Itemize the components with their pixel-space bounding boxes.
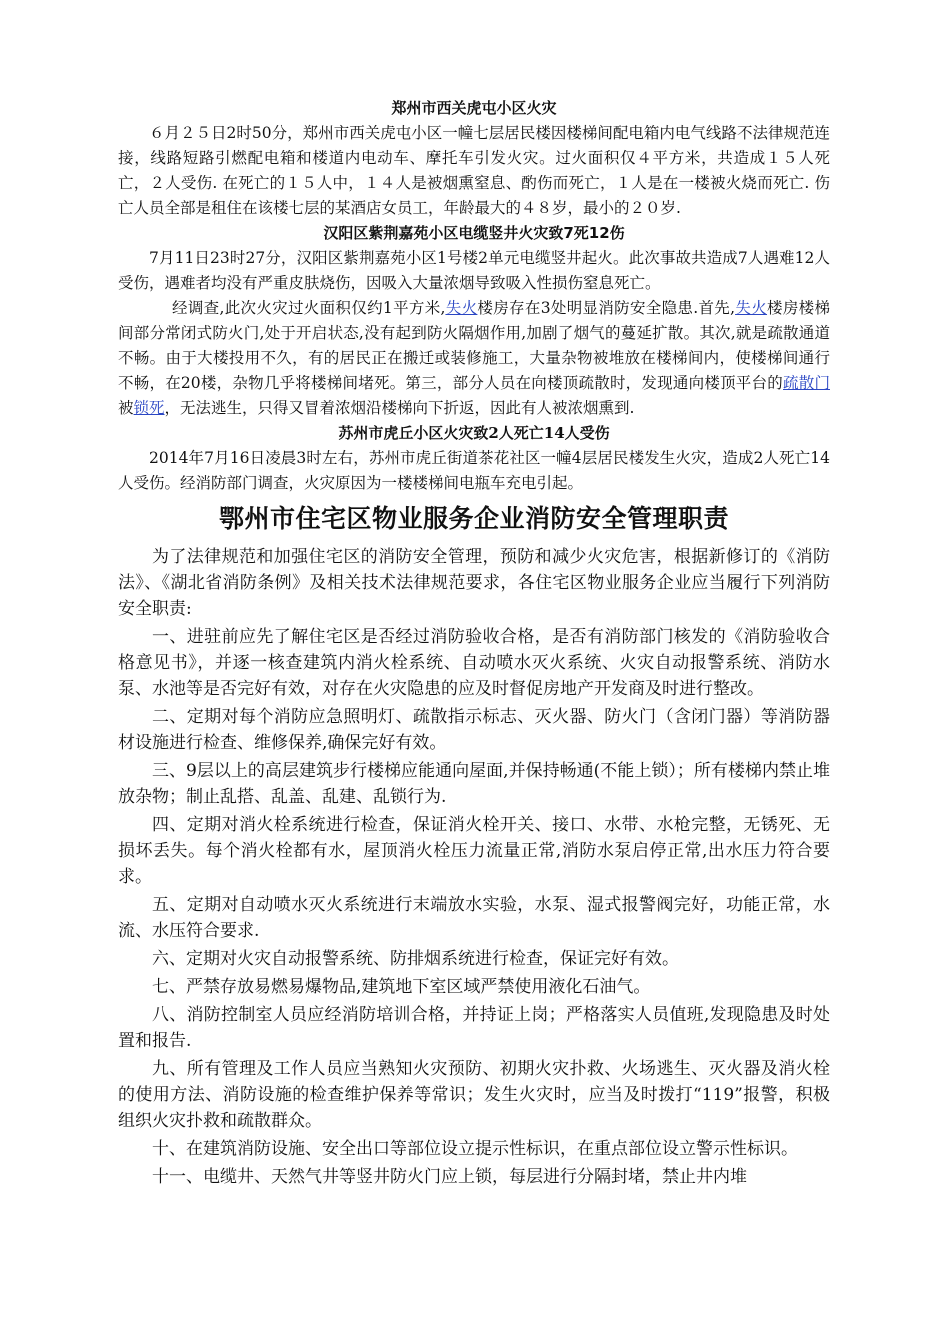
case-paragraph-zhengzhou: ６月２５日2时50分，郑州市西关虎屯小区一幢七层居民楼因楼梯间配电箱内电气线路不法律规范连接，线路短路引燃配电箱和楼道内电动车、摩托车引发火灾。过火面积仅４平方米，共造成１５人死亡，２人受伤. 在死亡的１５人中，１４人是被烟熏窒息、酌伤而死亡，１人是在一楼被火烧而死亡. 伤亡人员全部是租住在该楼七层的某酒店女员工，年龄最大的４８岁，最小的２０岁. (118, 124, 830, 217)
document-page (118, 96, 830, 1192)
case-title-hanyang: 汉阳区紫荆嘉苑小区电缆竖井火灾致7死12伤 (323, 224, 625, 242)
duty-paragraph-6: 六、定期对火灾自动报警系统、防排烟系统进行检查，保证完好有效。 (152, 949, 679, 969)
duty-paragraph-10: 十、在建筑消防设施、安全出口等部位设立提示性标识，在重点部位设立警示性标识。 (152, 1139, 798, 1159)
duty-paragraph-5: 五、定期对自动喷水灭火系统进行末端放水实验，水泵、湿式报警阀完好，功能正常，水流、水压符合要求. (118, 895, 830, 941)
case-paragraph-suzhou: 2014年7月16日凌晨3时左右，苏州市虎丘街道茶花社区一幢4层居民楼发生火灾，造成2人死亡14人受伤。经消防部门调查，火灾原因为一楼楼梯间电瓶车充电引起。 (118, 449, 830, 492)
case-title-zhengzhou: 郑州市西关虎屯小区火灾 (391, 99, 557, 117)
case-paragraph-hanyang: 7月11日23时27分，汉阳区紫荆嘉苑小区1号楼2单元电缆竖井起火。此次事故共造成7人遇难12人受伤，遇难者均没有严重皮肤烧伤，因吸入大量浓烟导致吸入性损伤窒息死亡。 (118, 249, 830, 292)
main-title: 鄂州市住宅区物业服务企业消防安全管理职责 (218, 504, 729, 533)
duty-paragraph-3: 三、9层以上的高层建筑步行楼梯应能通向屋面,并保持畅通(不能上锁）；所有楼梯内禁止堆放杂物；制止乱搭、乱盖、乱建、乱锁行为. (118, 761, 830, 807)
link-suosi[interactable]: 锁死 (133, 399, 165, 417)
link-shihuo-1[interactable]: 失火 (445, 299, 478, 317)
duty-paragraph-4: 四、定期对消火栓系统进行检查，保证消火栓开关、接口、水带、水枪完整，无锈死、无损坏丢失。每个消火栓都有水，屋顶消火栓压力流量正常,消防水泵启停正常,出水压力符合要求。 (118, 815, 830, 887)
duty-paragraph-8: 八、消防控制室人员应经消防培训合格，并持证上岗；严格落实人员值班,发现隐患及时处置和报告. (118, 1005, 830, 1051)
duties-section (118, 544, 830, 1190)
link-shihuo-2[interactable]: 失火 (735, 299, 768, 317)
duty-paragraph-1: 一、进驻前应先了解住宅区是否经过消防验收合格，是否有消防部门核发的《消防验收合格意见书》，并逐一核查建筑内消火栓系统、自动喷水灭火系统、火灾自动报警系统、消防水泵、水池等是否完好有效，对存在火灾隐患的应及时督促房地产开发商及时进行整改。 (118, 627, 830, 699)
investigation-paragraph: 经调查,此次火灾过火面积仅约1平方米,失火楼房存在3处明显消防安全隐患.首先,失火楼房楼梯间部分常闭式防火门,处于开启状态,没有起到防火隔烟作用,加剧了烟气的蔓延扩散。其次,就是疏散通道不畅。由于大楼投用不久，有的居民正在搬迁或装修施工，大量杂物被堆放在楼梯间内，使楼梯间通行不畅，在20楼，杂物几乎将楼梯间堵死。第三，部分人员在向楼顶疏散时，发现通向楼顶平台的疏散门被锁死，无法逃生，只得又冒着浓烟沿楼梯向下折返，因此有人被浓烟熏到. (118, 299, 830, 417)
duty-paragraph-11: 十一、电缆井、天然气井等竖井防火门应上锁，每层进行分隔封堵，禁止井内堆 (152, 1167, 747, 1187)
duty-paragraph-9: 九、所有管理及工作人员应当熟知火灾预防、初期火灾扑救、火场逃生、灭火器及消火栓的使用方法、消防设施的检查维护保养等常识；发生火灾时，应当及时拨打“119”报警，积极组织火灾扑救和疏散群众。 (118, 1059, 830, 1131)
fire-cases-section (118, 96, 830, 496)
duty-paragraph-2: 二、定期对每个消防应急照明灯、疏散指示标志、灭火器、防火门（含闭门器）等消防器材设施进行检查、维修保养,确保完好有效。 (118, 707, 830, 753)
case-title-suzhou: 苏州市虎丘小区火灾致2人死亡14人受伤 (338, 424, 610, 442)
duty-paragraph-intro: 为了法律规范和加强住宅区的消防安全管理，预防和减少火灾危害，根据新修订的《消防法》、《湖北省消防条例》及相关技术法律规范要求，各住宅区物业服务企业应当履行下列消防安全职责: (118, 547, 830, 619)
link-shusanmen[interactable]: 疏散门 (783, 374, 830, 392)
duty-paragraph-7: 七、严禁存放易燃易爆物品,建筑地下室区域严禁使用液化石油气。 (152, 977, 651, 997)
